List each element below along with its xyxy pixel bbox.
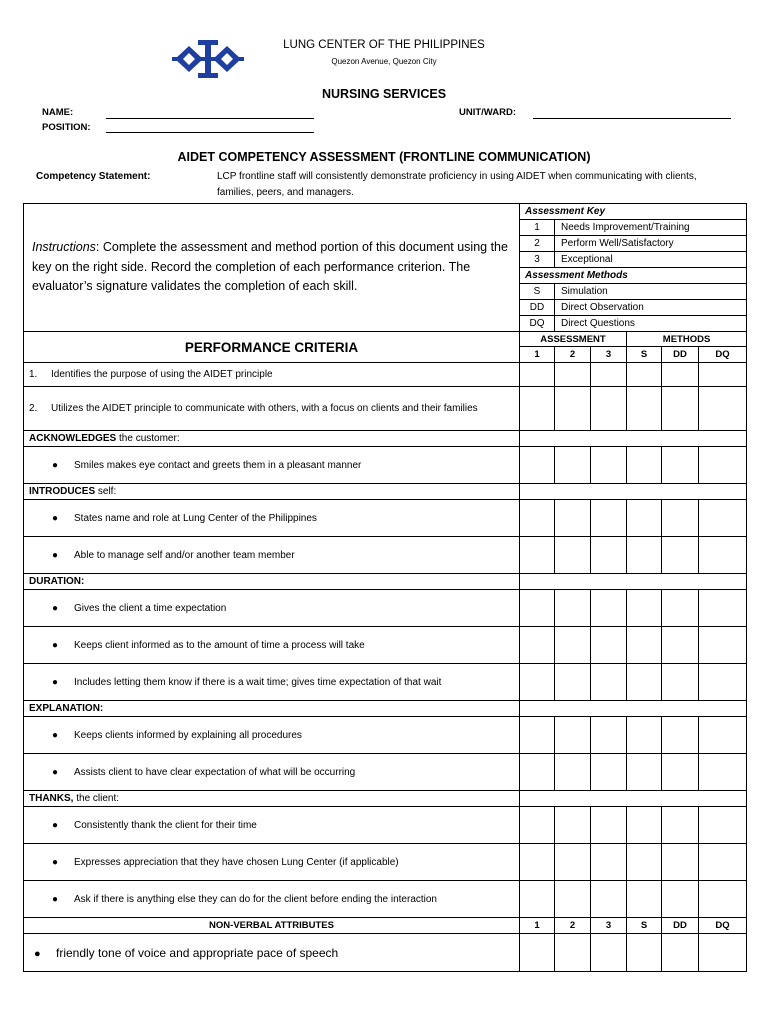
organization-name: LUNG CENTER OF THE PHILIPPINES <box>283 39 485 51</box>
score-cell[interactable] <box>699 500 747 537</box>
score-cell[interactable] <box>627 807 662 844</box>
criterion-text: Gives the client a time expectation <box>74 602 227 614</box>
score-cell[interactable] <box>520 934 555 972</box>
criteria-row <box>24 701 747 717</box>
section-keyword: THANKS, <box>29 793 74 804</box>
score-cell[interactable] <box>699 664 747 701</box>
section-heading <box>24 701 520 717</box>
score-cell[interactable] <box>591 934 627 972</box>
position-field[interactable] <box>106 132 314 133</box>
criteria-row <box>24 844 747 881</box>
score-cell[interactable] <box>591 627 627 664</box>
score-cell[interactable] <box>591 844 627 881</box>
instructions-text: : Complete the assessment and method portion of this document using the key on the right side. Record the completion of each performance criterion. The evaluator’s signature validates the completion of each skill. <box>32 240 508 294</box>
criteria-row <box>24 881 747 918</box>
section-filler <box>520 791 747 807</box>
column-header: S <box>627 347 662 363</box>
score-cell[interactable] <box>555 500 591 537</box>
criterion-number: 2. <box>29 403 38 414</box>
unit-ward-label: UNIT/WARD: <box>459 107 516 118</box>
competency-statement-text: LCP frontline staff will consistently demonstrate proficiency in using AIDET when communicating with clients, families, peers, and managers. <box>217 171 697 198</box>
score-cell[interactable] <box>627 844 662 881</box>
score-cell[interactable] <box>520 627 555 664</box>
section-heading <box>24 574 520 590</box>
bullet-icon: ● <box>52 676 59 688</box>
criterion-text: States name and role at Lung Center of the Philippines <box>74 512 317 524</box>
score-cell[interactable] <box>555 447 591 484</box>
score-cell[interactable] <box>520 807 555 844</box>
section-rest: the client: <box>73 793 120 804</box>
performance-criteria-header: PERFORMANCE CRITERIA <box>24 332 520 363</box>
score-cell[interactable] <box>699 844 747 881</box>
key-label: Perform Well/Satisfactory <box>555 236 747 252</box>
column-header: 1 <box>520 347 555 363</box>
key-code: 3 <box>520 252 555 268</box>
score-cell[interactable] <box>627 754 662 791</box>
section-keyword: EXPLANATION: <box>29 703 104 714</box>
score-cell[interactable] <box>662 627 699 664</box>
score-cell[interactable] <box>627 447 662 484</box>
criteria-row <box>24 537 747 574</box>
score-cell[interactable] <box>520 717 555 754</box>
criterion-text: Assists client to have clear expectation of what will be occurring <box>74 766 356 778</box>
score-cell[interactable] <box>662 537 699 574</box>
method-label: Simulation <box>555 284 747 300</box>
criterion-text: Consistently thank the client for their time <box>74 819 257 831</box>
bullet-icon: ● <box>52 602 59 614</box>
column-header: DQ <box>699 347 747 363</box>
bullet-icon: ● <box>34 947 41 960</box>
score-cell[interactable] <box>627 664 662 701</box>
bullet-criterion <box>24 500 520 537</box>
section-rest: the customer: <box>116 433 180 444</box>
section-heading <box>24 431 520 447</box>
score-cell[interactable] <box>662 717 699 754</box>
score-cell[interactable] <box>591 363 627 387</box>
bullet-criterion <box>24 717 520 754</box>
nonverbal-attributes-header: NON-VERBAL ATTRIBUTES <box>24 918 520 934</box>
bullet-criterion <box>24 807 520 844</box>
score-cell[interactable] <box>555 934 591 972</box>
score-cell[interactable] <box>699 537 747 574</box>
score-cell[interactable] <box>627 590 662 627</box>
name-label: NAME: <box>42 107 74 118</box>
bullet-icon: ● <box>52 856 59 868</box>
criterion-text: Identifies the purpose of using the AIDET principle <box>51 369 273 380</box>
score-cell[interactable] <box>520 590 555 627</box>
score-cell[interactable] <box>555 363 591 387</box>
score-cell[interactable] <box>699 387 747 431</box>
criteria-row <box>24 500 747 537</box>
criteria-row <box>24 627 747 664</box>
bullet-icon: ● <box>52 893 59 905</box>
assessment-methods-title: Assessment Methods <box>520 268 747 284</box>
criterion-number: 1. <box>29 369 38 380</box>
position-label: POSITION: <box>42 122 91 133</box>
column-header: 3 <box>591 347 627 363</box>
score-cell[interactable] <box>520 537 555 574</box>
criteria-row <box>24 431 747 447</box>
score-cell[interactable] <box>520 881 555 918</box>
column-header: S <box>627 918 662 934</box>
key-code: 2 <box>520 236 555 252</box>
bullet-criterion <box>24 590 520 627</box>
score-cell[interactable] <box>662 807 699 844</box>
form-title: AIDET COMPETENCY ASSESSMENT (FRONTLINE COMMUNICATION) <box>177 150 591 164</box>
criterion-text: Smiles makes eye contact and greets them in a pleasant manner <box>74 459 362 471</box>
section-keyword: INTRODUCES <box>29 486 96 497</box>
score-cell[interactable] <box>627 934 662 972</box>
nonverbal-row <box>24 934 747 972</box>
score-cell[interactable] <box>591 590 627 627</box>
score-cell[interactable] <box>699 807 747 844</box>
score-cell[interactable] <box>520 387 555 431</box>
column-header: 3 <box>591 918 627 934</box>
criteria-row <box>24 484 747 500</box>
unit-ward-field[interactable] <box>533 118 731 119</box>
bullet-criterion <box>24 537 520 574</box>
score-cell[interactable] <box>555 627 591 664</box>
score-cell[interactable] <box>699 934 747 972</box>
nonverbal-header-row <box>24 918 747 934</box>
score-cell[interactable] <box>591 500 627 537</box>
score-cell[interactable] <box>662 881 699 918</box>
column-header: DD <box>662 347 699 363</box>
score-cell[interactable] <box>627 717 662 754</box>
bullet-criterion <box>24 627 520 664</box>
score-cell[interactable] <box>591 664 627 701</box>
criteria-row <box>24 791 747 807</box>
score-cell[interactable] <box>555 844 591 881</box>
criterion-text: Expresses appreciation that they have chosen Lung Center (if applicable) <box>74 856 399 868</box>
score-cell[interactable] <box>555 537 591 574</box>
score-cell[interactable] <box>699 590 747 627</box>
criteria-row <box>24 754 747 791</box>
score-cell[interactable] <box>555 754 591 791</box>
bullet-icon: ● <box>52 459 59 471</box>
criteria-row <box>24 447 747 484</box>
name-field[interactable] <box>106 118 314 119</box>
method-code: S <box>520 284 555 300</box>
bullet-criterion <box>24 844 520 881</box>
score-cell[interactable] <box>591 537 627 574</box>
bullet-icon: ● <box>52 549 59 561</box>
section-heading <box>24 484 520 500</box>
score-cell[interactable] <box>520 500 555 537</box>
criterion-text: Utilizes the AIDET principle to communicate with others, with a focus on clients and their families <box>51 403 478 414</box>
score-cell[interactable] <box>699 447 747 484</box>
score-cell[interactable] <box>520 664 555 701</box>
score-cell[interactable] <box>662 590 699 627</box>
score-cell[interactable] <box>662 363 699 387</box>
score-cell[interactable] <box>555 881 591 918</box>
score-cell[interactable] <box>627 537 662 574</box>
bullet-icon: ● <box>52 766 59 778</box>
criteria-row <box>24 574 747 590</box>
bullet-icon: ● <box>52 729 59 741</box>
score-cell[interactable] <box>662 447 699 484</box>
assessment-key-title: Assessment Key <box>520 204 747 220</box>
bullet-icon: ● <box>52 639 59 651</box>
method-code: DD <box>520 300 555 316</box>
score-cell[interactable] <box>591 447 627 484</box>
score-cell[interactable] <box>699 627 747 664</box>
bullet-icon: ● <box>52 512 59 524</box>
key-label: Needs Improvement/Training <box>555 220 747 236</box>
score-cell[interactable] <box>627 627 662 664</box>
criteria-row <box>24 807 747 844</box>
column-header: DQ <box>699 918 747 934</box>
method-code: DQ <box>520 316 555 332</box>
criteria-row <box>24 664 747 701</box>
score-cell[interactable] <box>627 500 662 537</box>
criterion-text: Able to manage self and/or another team member <box>74 549 295 561</box>
section-keyword: DURATION: <box>29 576 85 587</box>
section-filler <box>520 431 747 447</box>
criterion-text: friendly tone of voice and appropriate pace of speech <box>56 945 339 960</box>
score-cell[interactable] <box>591 881 627 918</box>
score-cell[interactable] <box>662 754 699 791</box>
score-cell[interactable] <box>627 363 662 387</box>
bullet-icon: ● <box>52 819 59 831</box>
score-cell[interactable] <box>591 754 627 791</box>
criteria-row <box>24 387 747 431</box>
criterion-text: Keeps clients informed by explaining all procedures <box>74 729 302 741</box>
section-filler <box>520 484 747 500</box>
criteria-row <box>24 590 747 627</box>
column-header: DD <box>662 918 699 934</box>
score-cell[interactable] <box>555 664 591 701</box>
score-cell[interactable] <box>627 881 662 918</box>
score-cell[interactable] <box>662 387 699 431</box>
instructions-box <box>24 204 520 332</box>
score-cell[interactable] <box>699 881 747 918</box>
score-cell[interactable] <box>555 807 591 844</box>
score-cell[interactable] <box>662 664 699 701</box>
assessment-header: ASSESSMENT <box>520 332 627 347</box>
score-cell[interactable] <box>699 363 747 387</box>
score-cell[interactable] <box>520 844 555 881</box>
criterion-text: Ask if there is anything else they can do for the client before ending the interaction <box>74 893 437 905</box>
method-label: Direct Observation <box>555 300 747 316</box>
section-heading <box>24 791 520 807</box>
score-cell[interactable] <box>591 807 627 844</box>
nonverbal-criterion <box>24 934 520 972</box>
score-cell[interactable] <box>520 447 555 484</box>
score-cell[interactable] <box>520 363 555 387</box>
competency-statement-label: Competency Statement: <box>36 171 151 182</box>
score-cell[interactable] <box>555 590 591 627</box>
key-label: Exceptional <box>555 252 747 268</box>
criteria-row <box>24 717 747 754</box>
key-code: 1 <box>520 220 555 236</box>
method-label: Direct Questions <box>555 316 747 332</box>
bullet-criterion <box>24 664 520 701</box>
score-cell[interactable] <box>591 387 627 431</box>
instructions-lead: Instructions <box>32 240 96 255</box>
column-header: 1 <box>520 918 555 934</box>
criterion-text: Includes letting them know if there is a wait time; gives time expectation of that wait <box>74 676 442 688</box>
score-cell[interactable] <box>520 754 555 791</box>
numbered-criterion <box>24 363 520 387</box>
score-cell[interactable] <box>662 844 699 881</box>
department-title: NURSING SERVICES <box>321 87 447 101</box>
score-cell[interactable] <box>591 717 627 754</box>
section-filler <box>520 701 747 717</box>
score-cell[interactable] <box>699 717 747 754</box>
score-cell[interactable] <box>627 387 662 431</box>
score-cell[interactable] <box>699 754 747 791</box>
score-cell[interactable] <box>662 500 699 537</box>
column-header: 2 <box>555 347 591 363</box>
section-keyword: ACKNOWLEDGES <box>29 433 117 444</box>
bullet-criterion <box>24 881 520 918</box>
organization-address: Quezon Avenue, Quezon City <box>331 57 437 66</box>
column-header: 2 <box>555 918 591 934</box>
section-rest: self: <box>95 486 117 497</box>
assessment-table <box>23 203 747 972</box>
numbered-criterion <box>24 387 520 431</box>
criterion-text: Keeps client informed as to the amount of time a process will take <box>74 639 365 651</box>
bullet-criterion <box>24 754 520 791</box>
score-cell[interactable] <box>662 934 699 972</box>
methods-header: METHODS <box>627 332 747 347</box>
score-cell[interactable] <box>555 717 591 754</box>
section-filler <box>520 574 747 590</box>
score-cell[interactable] <box>555 387 591 431</box>
bullet-criterion <box>24 447 520 484</box>
criteria-row <box>24 363 747 387</box>
